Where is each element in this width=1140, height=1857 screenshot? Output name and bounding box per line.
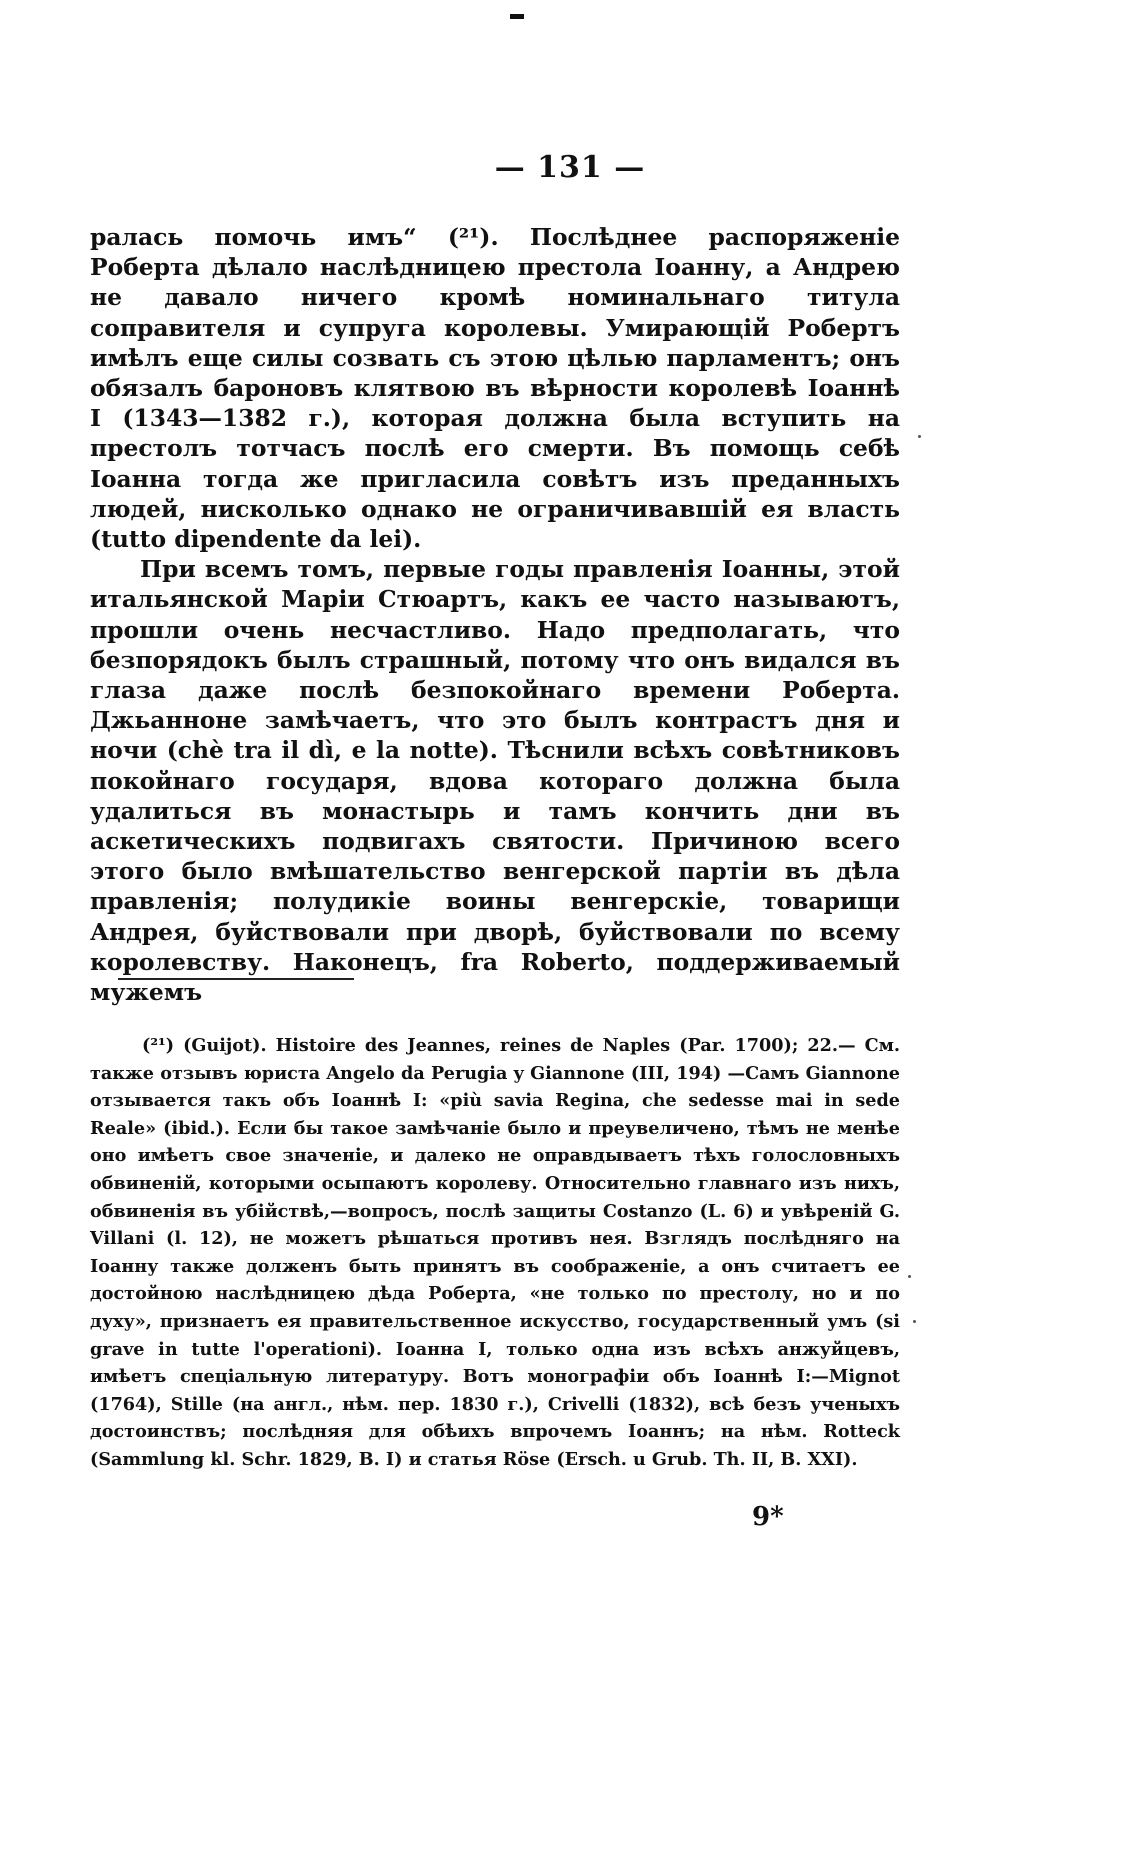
footnote-21: (²¹) (Guijot). Histoire des Jeannes, reines de Naples (Par. 1700); 22.— См. также отзывъ юриста Angelo da Perugia y Giannone (III, 194) —Самъ Giannone отзывается такъ объ Іоаннѣ I: «più savia Regina, che sedesse mai in sede Reale» (ibid.). Если бы такое замѣчаніе было и преувеличено, тѣмъ не менѣе оно имѣетъ свое значеніе, и далеко не оправдываетъ тѣхъ голословныхъ обвиненій, которыми осыпаютъ королеву. Относительно главнаго изъ нихъ, обвиненія въ убійствѣ,—вопросъ, послѣ защиты Costanzo (L. 6) и увѣреній G. Villani (l. 12), не можетъ рѣшаться противъ нея. Взглядъ послѣдняго на Іоанну также долженъ быть принятъ въ соображеніе, а онъ считаетъ ее достойною наслѣдницею дѣда Роберта, «не только по престолу, но и по духу», признаетъ ея правительственное искусство, государственный умъ (si grave in tutte l'operationi). Іоанна I, только одна изъ всѣхъ анжуйцевъ, имѣетъ спеціальную литературу. Вотъ монографіи объ Іоаннѣ I:—Mignot (1764), Stille (на англ., нѣм. пер. 1830 г.), Crivelli (1832), всѣ безъ ученыхъ достоинствъ; послѣдняя для обѣихъ впрочемъ Іоаннъ; на нѣм. Rotteck (Sammlung kl. Schr. 1829, B. I) и статья Röse (Ersch. u Grub. Th. II, B. XXI). [90,1035,900,1470]
signature-mark: 9* [752,1502,784,1532]
margin-speck [908,1275,911,1278]
footnote-divider [118,978,354,980]
main-text [90,222,900,1007]
page-number: — 131 — [494,150,646,185]
top-ink-mark [510,14,524,19]
paragraph-1: ралась помочь имъ“ (²¹). Послѣднее распоряженіе Роберта дѣлало наслѣдницею престола Іоанну, а Андрею не давало ничего кромѣ номинальнаго титула соправителя и супруга королевы. Умирающій Робертъ имѣлъ еще силы созвать съ этою цѣлью парламентъ; онъ обязалъ бароновъ клятвою въ вѣрности королевѣ Іоаннѣ I (1343—1382 г.), которая должна была вступить на престолъ тотчасъ послѣ его смерти. Въ помощь себѣ Іоанна тогда же пригласила совѣтъ изъ преданныхъ людей, нисколько однако не ограничивавшій ея власть (tutto dipendente da lei). [90,223,900,554]
margin-speck [913,1320,916,1323]
margin-speck [918,435,921,438]
paragraph-2: При всемъ томъ, первые годы правленія Іоанны, этой итальянской Маріи Стюартъ, какъ ее часто называютъ, прошли очень несчастливо. Надо предполагать, что безпорядокъ былъ страшный, потому что онъ видался въ глаза даже послѣ безпокойнаго времени Роберта. Джьанноне замѣчаетъ, что это былъ контрастъ дня и ночи (chè tra il dì, e la notte). Тѣснили всѣхъ совѣтниковъ покойнаго государя, вдова котораго должна была удалиться въ монастырь и тамъ кончить дни въ аскетическихъ подвигахъ святости. Причиною всего этого было вмѣшательство венгерской партіи въ дѣла правленія; полудикіе воины венгерскіе, товарищи Андрея, буйствовали при дворѣ, буйствовали по всему королевству. Наконецъ, fra Roberto, поддерживаемый мужемъ [90,555,900,1007]
footnotes [90,1032,900,1474]
